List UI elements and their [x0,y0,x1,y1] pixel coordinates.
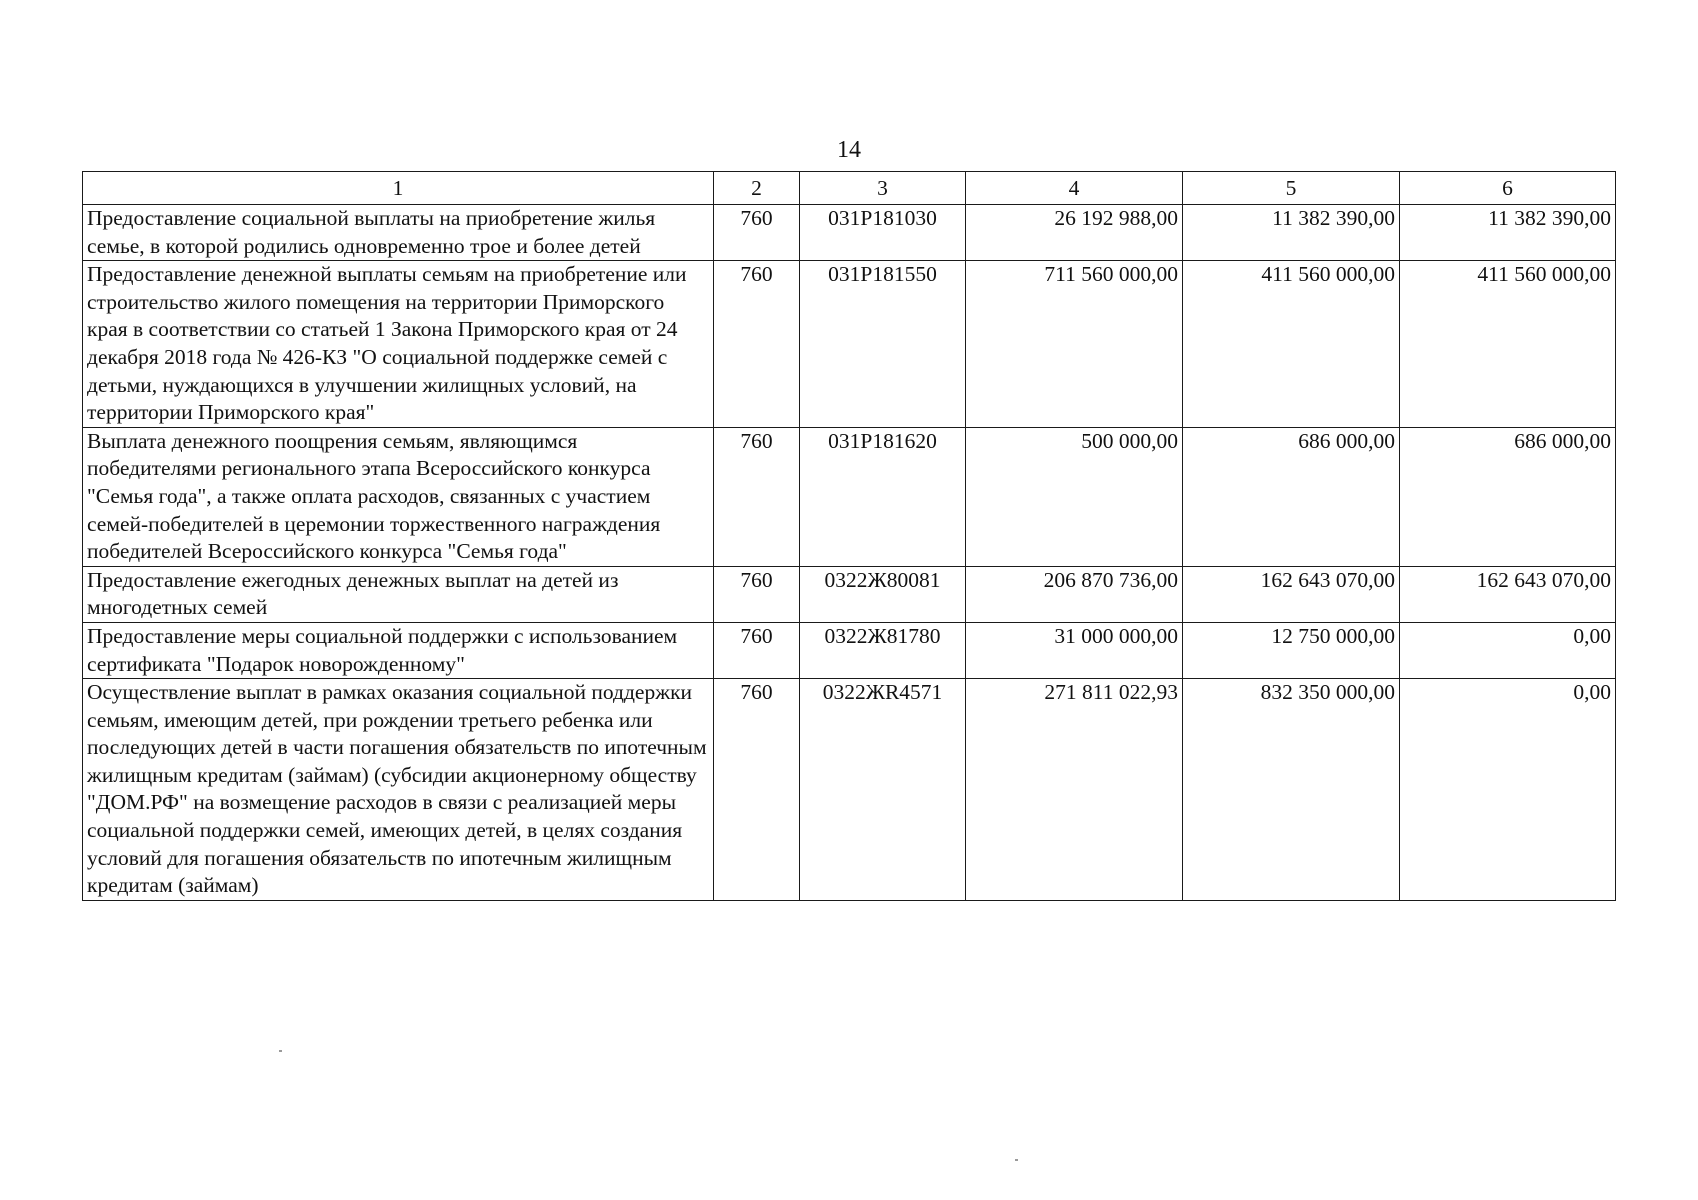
table-row [83,566,1616,622]
row-target-code: 031P181550 [800,261,966,428]
row-description: Предоставление меры социальной поддержки с использованием сертификата "Подарок новорожденному" [83,622,714,678]
row-amount-col5: 411 560 000,00 [1183,261,1400,428]
column-header: 1 [83,172,714,205]
row-section-code: 760 [714,566,800,622]
row-target-code: 0322Ж80081 [800,566,966,622]
table-row [83,427,1616,566]
row-section-code: 760 [714,205,800,261]
row-section-code: 760 [714,679,800,901]
row-target-code: 031P181620 [800,427,966,566]
column-header: 4 [966,172,1183,205]
column-header: 5 [1183,172,1400,205]
row-amount-col4: 271 811 022,93 [966,679,1183,901]
row-amount-col4: 31 000 000,00 [966,622,1183,678]
row-target-code: 031P181030 [800,205,966,261]
row-amount-col5: 686 000,00 [1183,427,1400,566]
row-description: Выплата денежного поощрения семьям, являющимся победителями регионального этапа Всероссийского конкурса "Семья года", а также оплата расходов, связанных с участием семей-победителей в церемонии торжественного награждения победителей Всероссийского конкурса "Семья года" [83,427,714,566]
row-amount-col4: 26 192 988,00 [966,205,1183,261]
table-row [83,205,1616,261]
scan-speck [1015,1159,1018,1161]
table-header-row [83,172,1616,205]
row-amount-col4: 500 000,00 [966,427,1183,566]
row-amount-col5: 832 350 000,00 [1183,679,1400,901]
row-amount-col4: 206 870 736,00 [966,566,1183,622]
column-header: 6 [1400,172,1616,205]
row-section-code: 760 [714,261,800,428]
table-row [83,622,1616,678]
scan-speck [279,1050,282,1052]
row-amount-col6: 411 560 000,00 [1400,261,1616,428]
table-row [83,261,1616,428]
row-target-code: 0322ЖR4571 [800,679,966,901]
page-number: 14 [837,137,861,163]
row-description: Предоставление денежной выплаты семьям на приобретение или строительство жилого помещения на территории Приморского края в соответствии со статьей 1 Закона Приморского края от 24 декабря 2018 года № 426-КЗ "О социальной поддержке семей с детьми, нуждающихся в улучшении жилищных условий, на территории Приморского края" [83,261,714,428]
row-description: Осуществление выплат в рамках оказания социальной поддержки семьям, имеющим детей, при рождении третьего ребенка или последующих детей в части погашения обязательств по ипотечным жилищным кредитам (займам) (субсидии акционерному обществу "ДОМ.РФ" на возмещение расходов в связи с реализацией меры социальной поддержки семей, имеющих детей, в целях создания условий для погашения обязательств по ипотечным жилищным кредитам (займам) [83,679,714,901]
column-header: 2 [714,172,800,205]
budget-table [82,171,1616,901]
row-description: Предоставление ежегодных денежных выплат на детей из многодетных семей [83,566,714,622]
row-amount-col6: 162 643 070,00 [1400,566,1616,622]
row-amount-col5: 162 643 070,00 [1183,566,1400,622]
row-amount-col6: 11 382 390,00 [1400,205,1616,261]
row-description: Предоставление социальной выплаты на приобретение жилья семье, в которой родились одновременно трое и более детей [83,205,714,261]
row-target-code: 0322Ж81780 [800,622,966,678]
row-section-code: 760 [714,427,800,566]
column-header: 3 [800,172,966,205]
row-amount-col6: 0,00 [1400,622,1616,678]
row-amount-col4: 711 560 000,00 [966,261,1183,428]
table-row [83,679,1616,901]
row-amount-col5: 11 382 390,00 [1183,205,1400,261]
row-section-code: 760 [714,622,800,678]
row-amount-col5: 12 750 000,00 [1183,622,1400,678]
row-amount-col6: 0,00 [1400,679,1616,901]
row-amount-col6: 686 000,00 [1400,427,1616,566]
